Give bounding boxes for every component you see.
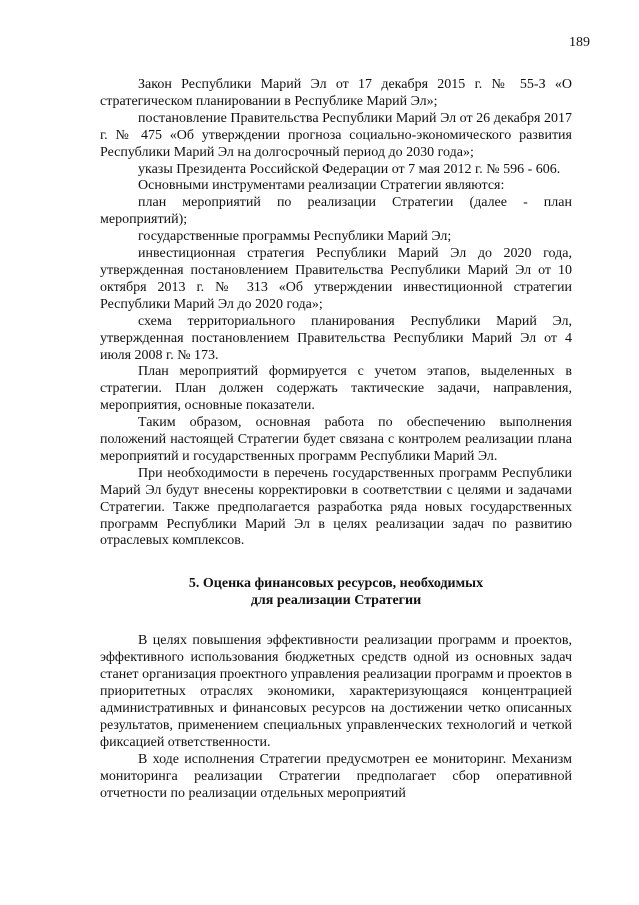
paragraph: инвестиционная стратегия Республики Марий Эл до 2020 года, утвержденная постановлением Правительства Республики Марий Эл от 10 октября 2013 г. № 313 «Об утверждении инвестиционной стратегии Республики Марий Эл до 2020 года»; [100,246,572,312]
paragraph: В ходе исполнения Стратегии предусмотрен ее мониторинг. Механизм мониторинга реализации Стратегии предполагает сбор оперативной отчетности по реализации отдельных мероприятий [100,751,572,801]
section-heading-line: для реализации Стратегии [250,593,422,609]
paragraph: План мероприятий формируется с учетом этапов, выделенных в стратегии. План должен содержать тактические задачи, направления, мероприятия, основные показатели. [100,364,572,414]
paragraph: Закон Республики Марий Эл от 17 декабря 2015 г. № 55-З «О стратегическом планировании в Республике Марий Эл»; [100,77,572,109]
paragraph: план мероприятий по реализации Стратегии (далее - план мероприятий); [100,195,572,228]
paragraph: указы Президента Российской Федерации от 7 мая 2012 г. № 596 - 606. [138,161,561,177]
paragraph: Таким образом, основная работа по обеспечению выполнения положений настоящей Стратегии будет связана с контролем реализации плана мероприятий и государственных программ Республики Марий Эл. [100,415,572,464]
paragraph: При необходимости в перечень государственных программ Республики Марий Эл будут внесены корректировки в соответствии с целями и задачами Стратегии. Также предполагается разработка ряда новых государственных программ Республики Марий Эл в целях реализации задач по развитию отраслевых комплексов. [100,465,572,549]
paragraph: постановление Правительства Республики Марий Эл от 26 декабря 2017 г. № 475 «Об утверждении прогноза социально-экономического развития Республики Марий Эл на долгосрочный период до 2030 года»; [100,110,572,160]
paragraph: Основными инструментами реализации Стратегии являются: [138,178,505,194]
section-heading-line: 5. Оценка финансовых ресурсов, необходимых [188,576,484,592]
paragraph: схема территориального планирования Республики Марий Эл, утвержденная постановлением Правительства Республики Марий Эл от 4 июля 2008 г. № 173. [100,313,572,363]
paragraph: В целях повышения эффективности реализации программ и проектов, эффективного использования бюджетных средств одной из основных задач станет организация проектного управления реализации программ и проектов в приоритетных отраслях экономики, характеризующаяся концентрацией административных и финансовых ресурсов на достижении четко описанных результатов, применением специальных управленческих технологий и четкой фиксацией ответственности. [100,633,572,750]
document-body [100,77,572,802]
page-number: 189 [569,35,590,50]
section-heading [100,575,572,609]
paragraph: государственные программы Республики Марий Эл; [138,229,452,245]
